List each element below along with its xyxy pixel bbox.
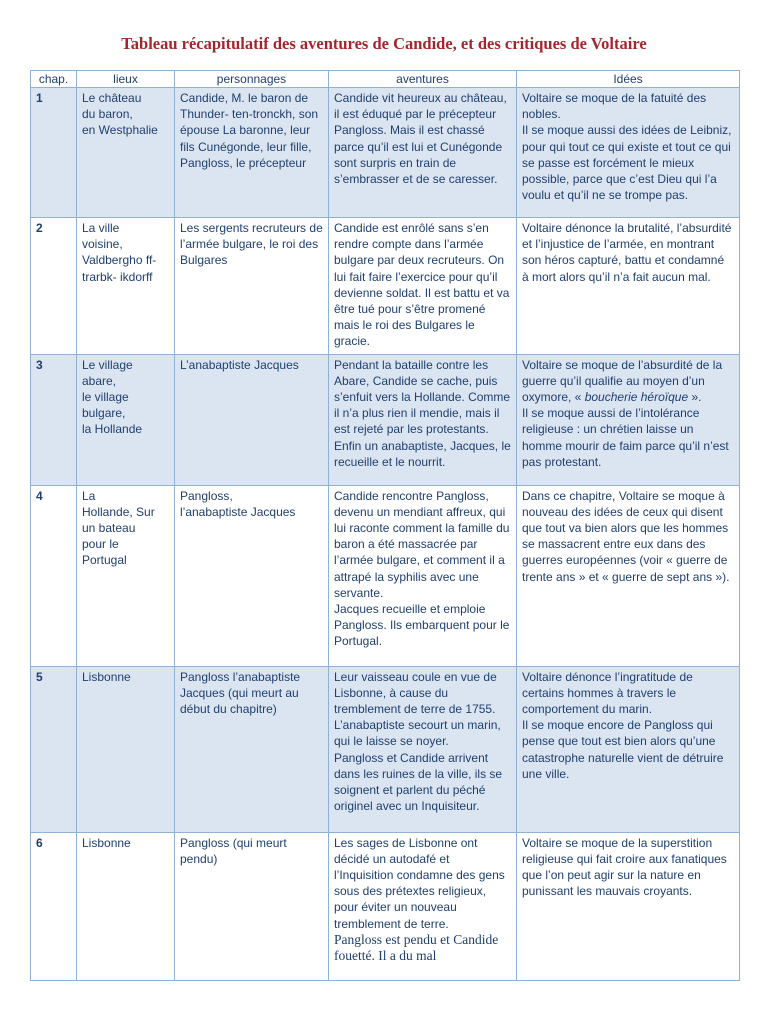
idees-text-before: Voltaire se moque de l’absurdité de la guerre qu’il qualifie au moyen d’un oxymore, « [522,357,723,405]
cell-aventures: Pendant la bataille contre les Abare, Candide se cache, puis s’enfuit vers la Hollande. Comme il n’a plus rien il mendie, mais il est rejeté par les protestants. Enfin un anabaptiste, Jacques, le recueille et le nourrit. [329,354,517,485]
cell-chap: 5 [31,666,77,832]
header-idees: Idées [517,71,740,88]
cell-aventures [329,832,517,980]
cell-aventures: Candide rencontre Pangloss, devenu un mendiant affreux, qui lui raconte comment la famille du baron a été massacrée par l’armée bulgare, et comment il a attrapé la syphilis avec une servante. Jacques recueille et emploie Pangloss. Ils embarquent pour le Portugal. [329,485,517,666]
cell-lieux: La Hollande, Sur un bateau pour le Portugal [77,485,175,666]
cell-aventures: Candide vit heureux au château, il est éduqué par le précepteur Pangloss. Mais il est chassé parce qu’il est lui et Cunégonde sont surpris en train de s’embrasser et de se caresser. [329,88,517,218]
page-title: Tableau récapitulatif des aventures de Candide, et des critiques de Voltaire [121,34,647,53]
table-row [31,485,740,666]
cell-lieux: La ville voisine, Valdbergho ff- trarbk- ikdorff [77,218,175,355]
cell-chap: 3 [31,354,77,485]
cell-personnages: Les sergents recruteurs de l’armée bulgare, le roi des Bulgares [175,218,329,355]
idees-oxymore: boucherie héroïque [584,390,689,405]
cell-lieux: Lisbonne [77,666,175,832]
cell-idees [517,354,740,485]
cell-chap: 6 [31,832,77,980]
cell-personnages: Candide, M. le baron de Thunder- ten-tronckh, son épouse La baronne, leur fils Cunégonde, leur fille, Pangloss, le précepteur [175,88,329,218]
cell-idees: Voltaire se moque de la fatuité des nobles. Il se moque aussi des idées de Leibniz, pour qui tout ce qui existe et tout ce qui se passe est forcément le mieux possible, parce que c’est Dieu qui l’a voulu et qu’il ne se trompe pas. [517,88,740,218]
cell-personnages: Pangloss l’anabaptiste Jacques (qui meurt au début du chapitre) [175,666,329,832]
table-row [31,354,740,485]
header-personnages: personnages [175,71,329,88]
header-chap: chap. [31,71,77,88]
header-lieux: lieux [77,71,175,88]
table-header-row [31,71,740,88]
table-row [31,832,740,980]
cell-chap: 4 [31,485,77,666]
cell-idees: Voltaire dénonce l’ingratitude de certains hommes à travers le comportement du marin. Il se moque encore de Pangloss qui pense que tout est bien alors qu’une catastrophe naturelle vient de détruire une ville. [517,666,740,832]
cell-personnages: L’anabaptiste Jacques [175,354,329,485]
cell-idees: Voltaire se moque de la superstition religieuse qui fait croire aux fanatiques que l’on peut agir sur la nature en punissant les mauvais croyants. [517,832,740,980]
header-aventures: aventures [329,71,517,88]
table-row [31,88,740,218]
cell-lieux: Le village abare, le village bulgare, la Hollande [77,354,175,485]
cell-chap: 1 [31,88,77,218]
table-row [31,666,740,832]
table-row [31,218,740,355]
recap-table [30,70,740,981]
cell-personnages: Pangloss (qui meurt pendu) [175,832,329,980]
cell-personnages: Pangloss, l’anabaptiste Jacques [175,485,329,666]
cell-idees: Dans ce chapitre, Voltaire se moque à nouveau des idées de ceux qui disent que tout va bien alors que les hommes se massacrent entre eux dans des guerres européennes (voir « guerre de trente ans » et « guerre de sept ans »). [517,485,740,666]
cell-aventures: Leur vaisseau coule en vue de Lisbonne, à cause du tremblement de terre de 1755. L’anabaptiste secourt un marin, qui le laisse se noyer. Pangloss et Candide arrivent dans les ruines de la ville, ils se soignent et parlent du péché originel avec un Inquisiteur. [329,666,517,832]
idees-text-after: ». Il se moque aussi de l’intolérance religieuse : un chrétien laisse un homme mourir de faim parce qu’il n’est pas protestant. [522,390,729,469]
cell-idees: Voltaire dénonce la brutalité, l’absurdité et l’injustice de l’armée, en montrant son héros capturé, battu et condamné à mort alors qu’il n’a fait aucun mal. [517,218,740,355]
cell-aventures: Candide est enrôlé sans s’en rendre compte dans l’armée bulgare par deux recruteurs. On lui fait faire l’exercice pour qu’il devienne soldat. Il est battu et va être tué pour s’être promené mais le roi des Bulgares le gracie. [329,218,517,355]
cell-lieux: Lisbonne [77,832,175,980]
cell-chap: 2 [31,218,77,355]
aventures-text: Les sages de Lisbonne ont décidé un autodafé et l’Inquisition condamne des gens sous des prétextes religieux, pour éviter un nouveau tremblement de terre. [334,835,505,931]
aventures-text-continued: Pangloss est pendu et Candide fouetté. Il a du mal [334,931,499,963]
cell-lieux: Le château du baron, en Westphalie [77,88,175,218]
